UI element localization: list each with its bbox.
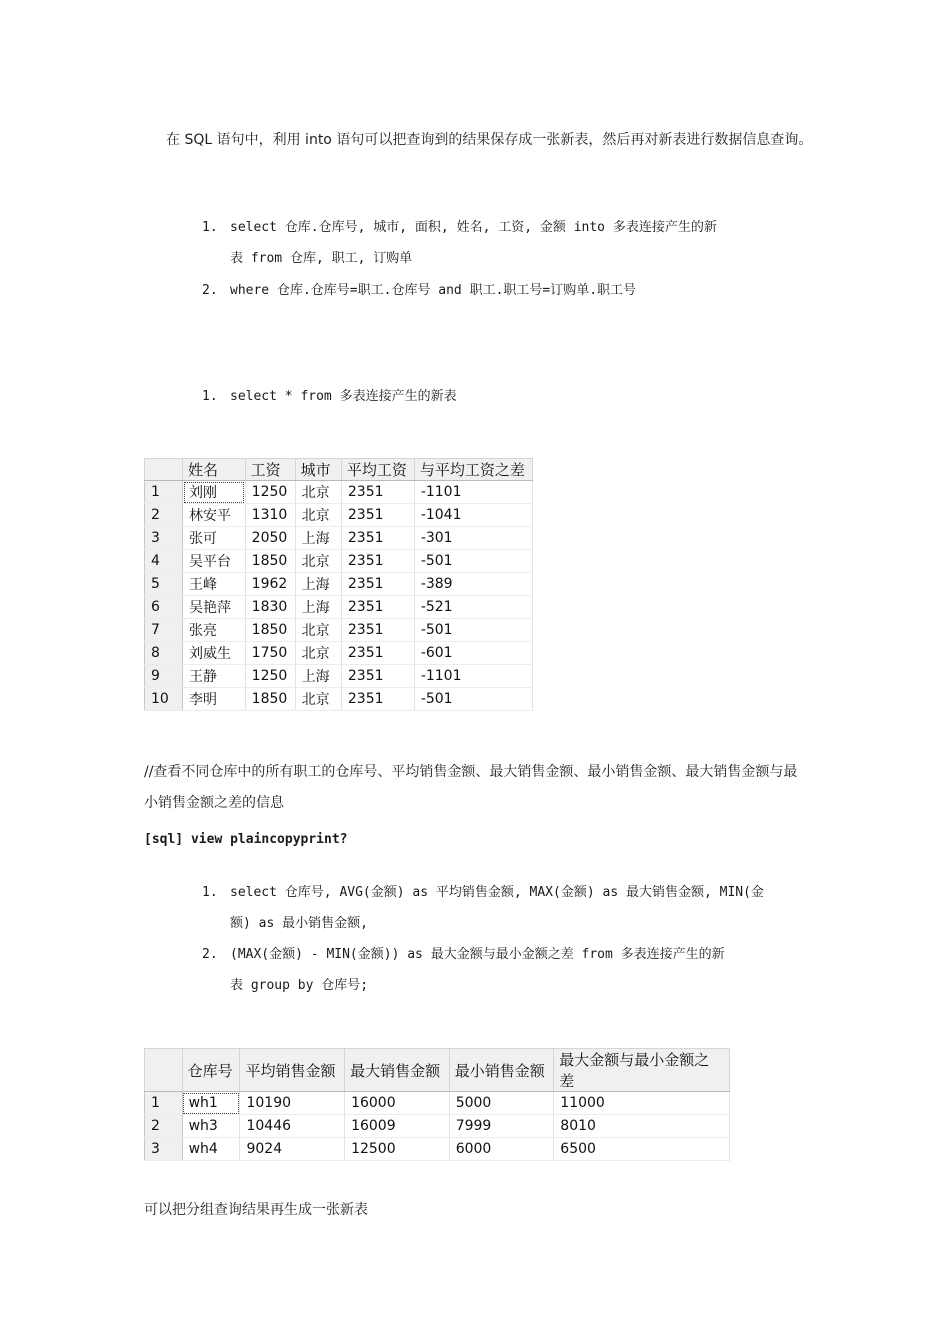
code-line-text: where 仓库.仓库号=职工.仓库号 and 职工.职工号=订购单.职工号 [230,283,637,298]
grid-cell[interactable]: 北京 [295,619,341,642]
grid-cell[interactable]: -501 [414,688,532,711]
grid-cell[interactable]: 北京 [295,504,341,527]
grid-cell[interactable]: 张可 [183,527,246,550]
grid-row[interactable] [145,527,533,550]
grid-corner[interactable] [145,1049,183,1092]
row-number[interactable]: 6 [145,596,183,619]
grid-cell[interactable]: 2351 [341,688,414,711]
grid-cell[interactable]: 张亮 [183,619,246,642]
code-line [202,282,636,300]
grid-cell[interactable]: -1101 [414,665,532,688]
code-line [202,884,764,902]
grid-row[interactable] [145,619,533,642]
grid-cell[interactable]: 刘刚 [183,481,246,504]
grid-cell[interactable]: 8010 [554,1115,730,1138]
code-line-number: 1. [202,220,218,235]
row-number[interactable]: 10 [145,688,183,711]
grid-cell[interactable]: wh1 [182,1092,240,1115]
grid-cell[interactable]: 2351 [341,550,414,573]
grid-cell[interactable]: 6000 [449,1138,554,1161]
row-number[interactable]: 4 [145,550,183,573]
grid-cell[interactable]: 10190 [240,1092,345,1115]
grid-cell[interactable]: -389 [414,573,532,596]
grid-column-header[interactable]: 平均销售金额 [240,1049,345,1092]
grid-cell[interactable]: 1750 [245,642,295,665]
grid-cell[interactable]: 上海 [295,527,341,550]
grid-cell[interactable]: 10446 [240,1115,345,1138]
row-number[interactable]: 3 [145,1138,183,1161]
grid-cell[interactable]: 1250 [245,481,295,504]
grid-cell[interactable]: 2050 [245,527,295,550]
row-number[interactable]: 2 [145,1115,183,1138]
code-line [202,915,368,933]
code-line [202,250,412,268]
code-line-text: (MAX(金额) - MIN(金额)) as 最大金额与最小金额之差 from 多表连接产生的新 [230,947,725,962]
code-line-number: 1. [202,389,218,404]
grid-cell[interactable]: 2351 [341,481,414,504]
grid-row[interactable] [145,550,533,573]
grid-cell[interactable]: 北京 [295,550,341,573]
row-number[interactable]: 1 [145,481,183,504]
grid-cell[interactable]: -521 [414,596,532,619]
grid-cell[interactable]: 上海 [295,665,341,688]
comment-line-2: 小销售金额之差的信息 [144,795,284,811]
grid-row[interactable] [145,1138,730,1161]
grid-cell[interactable]: 刘威生 [183,642,246,665]
grid-cell[interactable]: 吴艳萍 [183,596,246,619]
code-line-text: 表 from 仓库, 职工, 订购单 [230,251,413,266]
code-line [202,219,717,237]
grid-cell[interactable]: 上海 [295,573,341,596]
grid-cell[interactable]: -1041 [414,504,532,527]
grid-cell[interactable]: 5000 [449,1092,554,1115]
grid-column-header[interactable]: 姓名 [183,459,246,481]
grid-row[interactable] [145,481,533,504]
grid-cell[interactable]: 2351 [341,619,414,642]
grid-cell[interactable]: wh3 [182,1115,240,1138]
row-number[interactable]: 7 [145,619,183,642]
code-line-text: select 仓库号, AVG(金额) as 平均销售金额, MAX(金额) as 最大销售金额, MIN(金 [230,885,764,900]
sql-view-label-text: [sql] view plaincopyprint? [144,832,348,847]
code-line [202,388,457,406]
grid-cell[interactable]: wh4 [182,1138,240,1161]
grid-cell[interactable]: 北京 [295,688,341,711]
comment-line-1: //查看不同仓库中的所有职工的仓库号、平均销售金额、最大销售金额、最小销售金额、最大销售金额与最 [144,764,798,780]
grid-cell[interactable]: 1310 [245,504,295,527]
grid-cell[interactable]: 2351 [341,665,414,688]
grid-cell[interactable]: 王峰 [183,573,246,596]
grid-cell[interactable]: 林安平 [183,504,246,527]
grid-column-header[interactable]: 工资 [245,459,295,481]
grid-row[interactable] [145,1115,730,1138]
grid-cell[interactable]: 16009 [345,1115,450,1138]
code-line [202,946,725,964]
row-number[interactable]: 9 [145,665,183,688]
grid-cell[interactable]: -501 [414,619,532,642]
grid-row[interactable] [145,596,533,619]
grid-row[interactable] [145,688,533,711]
grid-cell[interactable]: 1250 [245,665,295,688]
code-line-text: 表 group by 仓库号; [230,978,369,993]
grid-column-header[interactable]: 仓库号 [182,1049,240,1092]
grid-row[interactable] [145,573,533,596]
grid-cell[interactable]: 1830 [245,596,295,619]
grid-cell[interactable]: 王静 [183,665,246,688]
grid-column-header[interactable]: 最小销售金额 [449,1049,554,1092]
grid-column-header[interactable]: 平均工资 [341,459,414,481]
grid-column-header[interactable]: 与平均工资之差 [414,459,532,481]
grid-row[interactable] [145,1092,730,1115]
grid-cell[interactable]: 吴平台 [183,550,246,573]
code-line-number: 2. [202,283,218,298]
grid-cell[interactable]: 北京 [295,481,341,504]
grid-cell[interactable]: 16000 [345,1092,450,1115]
grid-corner[interactable] [145,459,183,481]
grid-cell[interactable]: 2351 [341,527,414,550]
grid-cell[interactable]: 11000 [554,1092,730,1115]
row-number[interactable]: 3 [145,527,183,550]
grid-cell[interactable]: 1962 [245,573,295,596]
result-grid-warehouse-summary [144,1048,730,1161]
grid-cell[interactable]: -601 [414,642,532,665]
grid-column-header[interactable]: 城市 [295,459,341,481]
grid-cell[interactable]: 上海 [295,596,341,619]
grid-cell[interactable]: 1850 [245,619,295,642]
grid-column-header[interactable]: 最大金额与最小金额之差 [554,1049,730,1092]
code-line-number: 2. [202,947,218,962]
code-line-number: 1. [202,885,218,900]
row-number[interactable]: 5 [145,573,183,596]
grid-cell[interactable]: 2351 [341,596,414,619]
grid-cell[interactable]: -501 [414,550,532,573]
grid-cell[interactable]: 李明 [183,688,246,711]
code-line-text: select * from 多表连接产生的新表 [230,389,457,404]
grid-cell[interactable]: 2351 [341,504,414,527]
grid-row[interactable] [145,642,533,665]
code-line-text: 额) as 最小销售金额, [230,916,368,931]
grid-cell[interactable]: 9024 [240,1138,345,1161]
result-grid-employees [144,458,533,711]
grid-cell[interactable]: -301 [414,527,532,550]
grid-cell[interactable]: 北京 [295,642,341,665]
grid-cell[interactable]: -1101 [414,481,532,504]
grid-row[interactable] [145,665,533,688]
grid-column-header[interactable]: 最大销售金额 [345,1049,450,1092]
grid-cell[interactable]: 7999 [449,1115,554,1138]
row-number[interactable]: 1 [145,1092,183,1115]
grid-cell[interactable]: 1850 [245,550,295,573]
intro-paragraph: 在 SQL 语句中，利用 into 语句可以把查询到的结果保存成一张新表，然后再对新表进行数据信息查询。 [166,132,813,148]
code-line-text: select 仓库.仓库号, 城市, 面积, 姓名, 工资, 金额 into 多表连接产生的新 [230,220,717,235]
grid-row[interactable] [145,504,533,527]
sql-view-label[interactable] [144,831,348,849]
row-number[interactable]: 8 [145,642,183,665]
grid-cell[interactable]: 1850 [245,688,295,711]
grid-cell[interactable]: 6500 [554,1138,730,1161]
code-line [202,977,368,995]
grid-cell[interactable]: 2351 [341,642,414,665]
row-number[interactable]: 2 [145,504,183,527]
grid-cell[interactable]: 12500 [345,1138,450,1161]
grid-cell[interactable]: 2351 [341,573,414,596]
footer-paragraph: 可以把分组查询结果再生成一张新表 [144,1202,368,1218]
